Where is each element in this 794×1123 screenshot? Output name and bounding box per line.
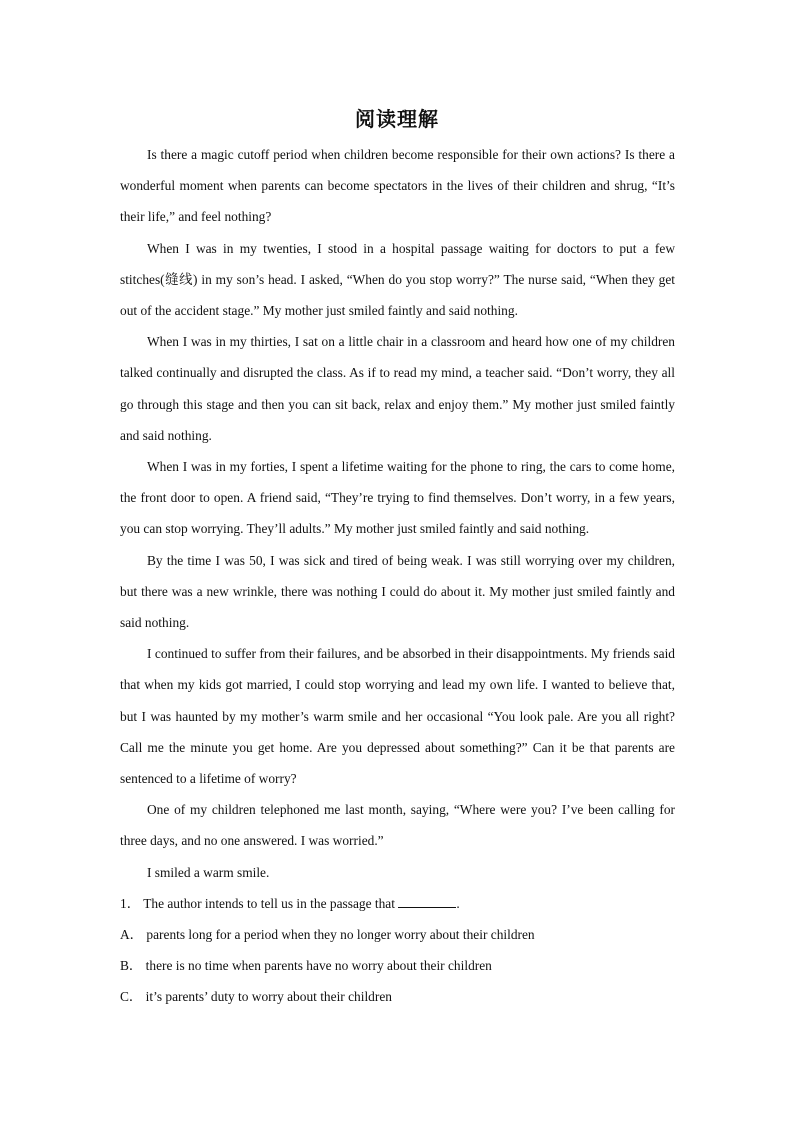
- paragraph-6: I continued to suffer from their failures, and be absorbed in their disappointments. My friends said that when my kids got married, I could stop worrying and lead my own life. I wanted to believe that, but I was haunted by my mother’s warm smile and her occasional “You look pale. Are you all right? Call me the minute you get home. Are you depressed about something?” Can it be that parents are sentenced to a lifetime of worry?: [120, 646, 675, 787]
- question-text: The author intends to tell us in the passage that: [143, 895, 395, 911]
- paragraph-5: By the time I was 50, I was sick and tired of being weak. I was still worrying over my children, but there was a new wrinkle, there was nothing I could do about it. My mother just smiled faintly and said nothing.: [120, 552, 675, 631]
- question-number: 1．: [120, 895, 141, 911]
- paragraph-7: One of my children telephoned me last month, saying, “Where were you? I’ve been calling for three days, and no one answered. I was worried.”: [120, 802, 675, 849]
- passage-body: [120, 139, 675, 1013]
- paragraph-4: When I was in my forties, I spent a lifetime waiting for the phone to ring, the cars to come home, the front door to open. A friend said, “They’re trying to find themselves. Don’t worry, in a few years, you can stop worrying. They’ll adults.” My mother just smiled faintly and said nothing.: [120, 459, 675, 537]
- option-c: C． it’s parents’ duty to worry about their children: [120, 989, 392, 1005]
- answer-blank: [398, 895, 456, 908]
- paragraph-3: When I was in my thirties, I sat on a little chair in a classroom and heard how one of my children talked continually and disrupted the class. As if to read my mind, a teacher said. “Don’t worry, they all go through this stage and then you can sit back, relax and enjoy them.” My mother just smiled faintly and said nothing.: [120, 334, 675, 443]
- page-title: 阅读理解: [355, 107, 439, 131]
- option-b: B． there is no time when parents have no worry about their children: [120, 958, 492, 974]
- paragraph-1: Is there a magic cutoff period when children become responsible for their own actions? Is there a wonderful moment when parents can become spectators in the lives of their children and shrug, “It’s their life,” and feel nothing?: [120, 147, 675, 225]
- question-end: .: [456, 895, 460, 911]
- option-a: A． parents long for a period when they no longer worry about their children: [120, 927, 535, 943]
- question-stem: [120, 888, 675, 919]
- paragraph-8: I smiled a warm smile.: [147, 864, 270, 880]
- paragraph-2: When I was in my twenties, I stood in a hospital passage waiting for doctors to put a few stitches(缝线) in my son’s head. I asked, “When do you stop worry?” The nurse said, “When they get out of the accident stage.” My mother just smiled faintly and said nothing.: [120, 240, 675, 319]
